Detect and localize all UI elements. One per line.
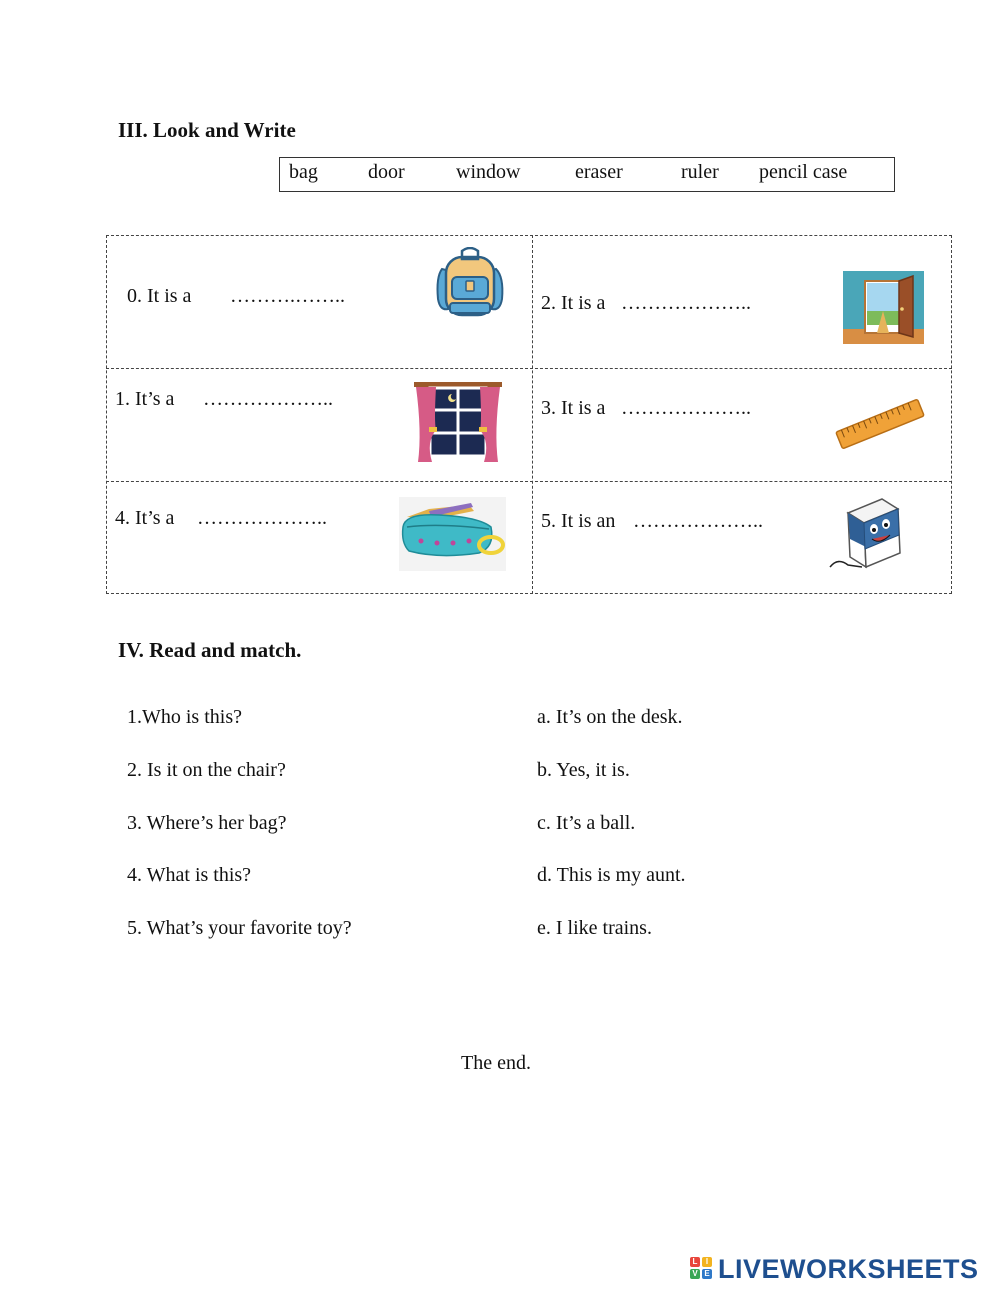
answer-b[interactable]: b. Yes, it is. bbox=[537, 759, 630, 781]
item-3-blank[interactable]: ……………….. bbox=[621, 397, 751, 419]
logo-text: LIVEWORKSHEETS bbox=[718, 1254, 979, 1284]
word-bank-item: eraser bbox=[575, 161, 623, 183]
item-1-blank[interactable]: ……………….. bbox=[203, 388, 333, 410]
table-divider bbox=[106, 481, 952, 482]
answer-c[interactable]: c. It’s a ball. bbox=[537, 812, 636, 834]
window-image bbox=[414, 382, 502, 462]
item-3-prefix: 3. It is a bbox=[541, 397, 606, 419]
question-1[interactable]: 1.Who is this? bbox=[127, 706, 242, 728]
answer-e[interactable]: e. I like trains. bbox=[537, 917, 652, 939]
item-0-blank[interactable]: ……….…….. bbox=[230, 285, 345, 307]
item-1-prefix: 1. It’s a bbox=[115, 388, 175, 410]
eraser-image bbox=[826, 495, 906, 575]
question-5[interactable]: 5. What’s your favorite toy? bbox=[127, 917, 352, 939]
table-divider bbox=[106, 368, 952, 369]
question-2[interactable]: 2. Is it on the chair? bbox=[127, 759, 286, 781]
item-5-prefix: 5. It is an bbox=[541, 510, 616, 532]
item-4-blank[interactable]: ……………….. bbox=[197, 507, 327, 529]
item-5-blank[interactable]: ……………….. bbox=[633, 510, 763, 532]
answer-a[interactable]: a. It’s on the desk. bbox=[537, 706, 683, 728]
item-2-blank[interactable]: ……………….. bbox=[621, 292, 751, 314]
section-4-title: IV. Read and match. bbox=[118, 638, 302, 662]
answer-d[interactable]: d. This is my aunt. bbox=[537, 864, 686, 886]
item-4-prefix: 4. It’s a bbox=[115, 507, 175, 529]
word-bank bbox=[279, 157, 895, 192]
item-2-prefix: 2. It is a bbox=[541, 292, 606, 314]
ruler-image bbox=[834, 393, 926, 455]
pencil-case-image bbox=[399, 497, 506, 571]
logo-mark-icon: L I V E bbox=[690, 1257, 714, 1281]
table-divider bbox=[532, 235, 533, 594]
question-3[interactable]: 3. Where’s her bag? bbox=[127, 812, 287, 834]
backpack-image bbox=[428, 247, 510, 319]
word-bank-item: ruler bbox=[681, 161, 719, 183]
door-image bbox=[843, 271, 924, 344]
section-3-title: III. Look and Write bbox=[118, 118, 296, 142]
item-0-prefix: 0. It is a bbox=[127, 285, 192, 307]
question-4[interactable]: 4. What is this? bbox=[127, 864, 252, 886]
word-bank-item: door bbox=[368, 161, 405, 183]
end-text: The end. bbox=[461, 1052, 531, 1074]
word-bank-item: bag bbox=[289, 161, 318, 183]
word-bank-item: window bbox=[456, 161, 521, 183]
word-bank-item: pencil case bbox=[759, 161, 848, 183]
